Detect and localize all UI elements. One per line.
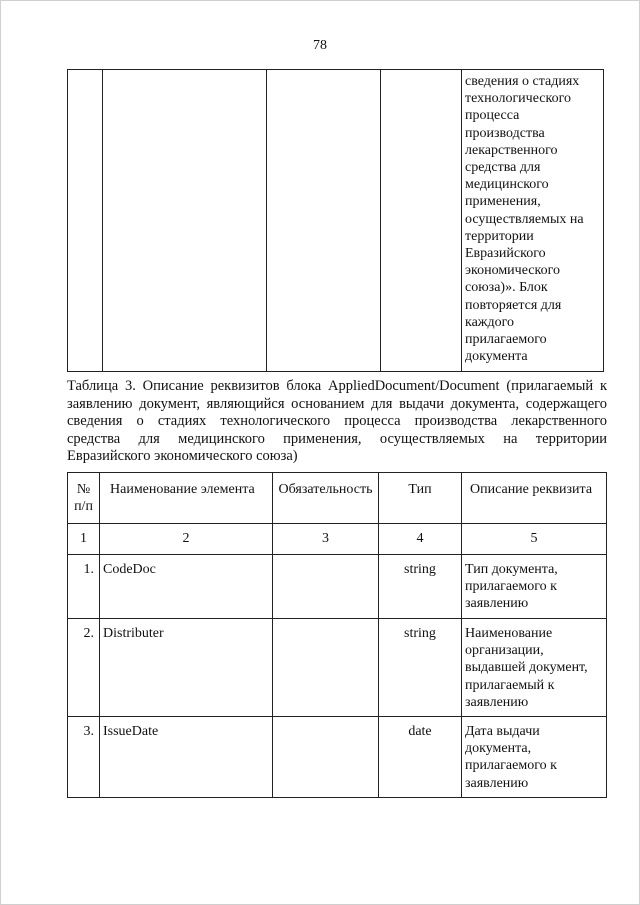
description-line: лекарственного <box>465 142 558 158</box>
continued-description <box>465 73 601 365</box>
cell-type: string <box>379 619 462 717</box>
description-line: каждого <box>465 314 514 330</box>
description-line: территории <box>465 228 534 244</box>
description-line: технологического <box>465 91 571 107</box>
caption-line: заявлению документ, являющийся основанием для выдачи документа, содержащего <box>67 395 607 412</box>
cell-name: CodeDoc <box>100 555 273 619</box>
cell-name: Distributer <box>100 619 273 717</box>
cell-description: Тип документа, прилагаемого к заявлению <box>462 555 607 619</box>
description-line: союза)». Блок <box>465 280 548 296</box>
description-line: применения, <box>465 194 541 210</box>
column-number: 1 <box>68 524 100 555</box>
column-divider <box>102 70 103 371</box>
cell-no: 2. <box>68 619 100 717</box>
description-line: осуществляемых на <box>465 211 584 227</box>
column-number: 4 <box>379 524 462 555</box>
cell-no: 3. <box>68 717 100 798</box>
page-number: 78 <box>313 38 327 53</box>
table-row <box>68 619 607 717</box>
description-line: экономического <box>465 263 560 279</box>
cell-description: Наименование организации, выдавшей документ, прилагаемый к заявлению <box>462 619 607 717</box>
description-line: прилагаемого <box>465 332 547 348</box>
caption-line: Евразийского экономического союза) <box>67 448 298 464</box>
header-type: Тип <box>379 473 462 524</box>
description-line: производства <box>465 125 545 141</box>
cell-description: Дата выдачи документа, прилагаемого к заявлению <box>462 717 607 798</box>
requisites-table <box>67 472 607 798</box>
cell-type: string <box>379 555 462 619</box>
cell-type: date <box>379 717 462 798</box>
description-line: средства для <box>465 160 541 176</box>
column-number: 3 <box>273 524 379 555</box>
header-description: Описание реквизита <box>462 473 607 524</box>
description-line: повторяется для <box>465 297 562 313</box>
header-required: Обязательность <box>273 473 379 524</box>
description-line: документа <box>465 349 528 365</box>
description-line: сведения о стадиях <box>465 74 580 89</box>
column-number-row <box>68 524 607 555</box>
column-number: 2 <box>100 524 273 555</box>
header-name: Наименование элемента <box>100 473 273 524</box>
header-no: № п/п <box>68 473 100 524</box>
column-number: 5 <box>462 524 607 555</box>
caption-line: сведения о стадиях технологического процесса производства лекарственного <box>67 413 607 429</box>
description-line: Евразийского <box>465 246 546 262</box>
description-line: процесса <box>465 108 520 124</box>
cell-name: IssueDate <box>100 717 273 798</box>
caption-line: Таблица 3. Описание реквизитов блока AppliedDocument/Document (прилагаемый к <box>67 378 607 394</box>
continued-table <box>67 69 604 372</box>
caption-line: средства для медицинского применения, осуществляемых на территории <box>67 430 607 447</box>
column-divider <box>461 70 462 371</box>
cell-required <box>273 619 379 717</box>
cell-required <box>273 717 379 798</box>
column-divider <box>380 70 381 371</box>
table-header-row <box>68 473 607 524</box>
table-row <box>68 555 607 619</box>
description-line: медицинского <box>465 177 549 193</box>
table-row <box>68 717 607 798</box>
cell-required <box>273 555 379 619</box>
cell-no: 1. <box>68 555 100 619</box>
column-divider <box>266 70 267 371</box>
table-caption <box>67 378 607 466</box>
